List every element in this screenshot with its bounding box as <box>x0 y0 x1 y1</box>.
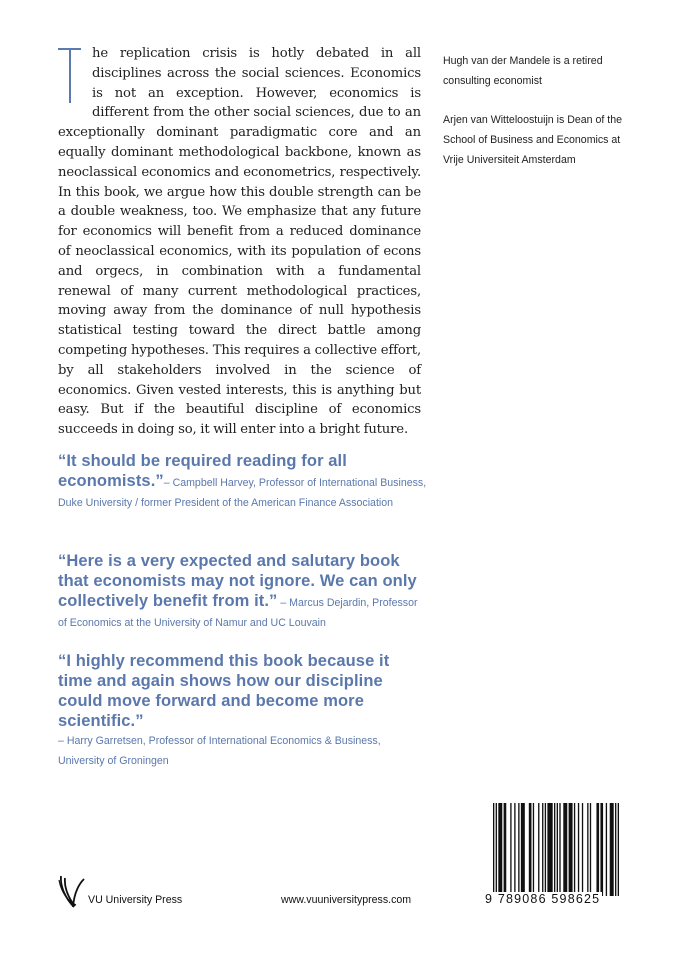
barcode-bar <box>563 803 567 896</box>
quote-attribution: – Harry Garretsen, Professor of International Economics & Business, University of Groningen <box>58 735 381 767</box>
barcode-bar <box>514 803 515 896</box>
barcode-bar <box>554 803 555 896</box>
barcode-bar <box>596 803 599 896</box>
author-bio-witteloostuijn: Arjen van Witteloostuijn is Dean of the School of Business and Economics at Vrije Universiteit Amsterdam <box>443 114 623 166</box>
endorsement-quote <box>58 451 428 513</box>
barcode-bar <box>590 803 591 896</box>
barcode-bar <box>529 803 532 896</box>
barcode-bar <box>533 803 534 896</box>
quote-text: “It should be required reading for all economists.” <box>58 452 347 490</box>
barcode-bar <box>545 803 546 896</box>
barcode-bar <box>610 803 614 896</box>
isbn-barcode <box>493 803 619 896</box>
barcode-bar <box>538 803 539 896</box>
vu-logo-icon <box>58 873 86 909</box>
barcode-bar <box>493 803 494 896</box>
publisher-name: VU University Press <box>88 894 183 906</box>
barcode-bar <box>587 803 588 896</box>
barcode-bar <box>569 803 573 896</box>
barcode-bar <box>498 803 502 896</box>
barcode-bar <box>606 803 607 896</box>
endorsement-quote <box>58 551 428 633</box>
barcode-bar <box>600 803 603 896</box>
barcode-bar <box>618 803 619 896</box>
barcode-bar <box>615 803 616 896</box>
back-cover-blurb <box>58 44 421 440</box>
barcode-bar <box>518 803 519 896</box>
dropcap-letter-t <box>58 48 86 106</box>
blurb-text: he replication crisis is hotly debated in all disciplines across the social sciences. Economics is not an exception. However, economics is different from the other social sciences, due to an exceptionally dominant paradigmatic core and an equally dominant methodological backbone, known as neoclassical economics and econometrics, respectively. In this book, we argue how this double strength can be a double weakness, too. We emphasize that any future for economics will benefit from a reduced dominance of neoclassical economics, with its population of econs and orgecs, in combination with a fundamental renewal of many current methodological practices, moving away from the dominance of null hypothesis statistical testing toward the direct battle among competing hypotheses. This requires a collective effort, by all stakeholders involved in the science of economics. Given vested interests, this is anything but easy. But if the beautiful discipline of economics succeeds in doing so, it will enter into a bright future. <box>58 46 421 438</box>
barcode-bar <box>504 803 507 896</box>
endorsement-quote <box>58 651 428 771</box>
quote-text: “I highly recommend this book because it time and again shows how our discipline could move forward and become more scientific.” <box>58 652 390 730</box>
barcode-bar <box>582 803 583 896</box>
quote-attribution: – Marcus Dejardin, Professor of Economics at the University of Namur and UC Louvain <box>58 597 418 629</box>
author-bio-mandele: Hugh van der Mandele is a retired consulting economist <box>443 55 603 87</box>
barcode-bar <box>542 803 543 896</box>
barcode-bar <box>547 803 552 896</box>
barcode-bar <box>496 803 497 896</box>
isbn-number: 9 789086 598625 <box>485 892 601 906</box>
author-bios <box>443 51 623 170</box>
quote-attribution: – Campbell Harvey, Professor of International Business, Duke University / former President of the American Finance Association <box>58 477 427 509</box>
barcode-bar <box>559 803 560 896</box>
barcode-bar <box>557 803 558 896</box>
barcode-bar <box>574 803 575 896</box>
barcode-bar <box>521 803 525 896</box>
barcode-bar <box>578 803 579 896</box>
barcode-bar <box>510 803 511 896</box>
quote-text: “Here is a very expected and salutary book that economists may not ignore. We can only collectively benefit from it.” <box>58 552 417 610</box>
publisher-url: www.vuuniversitypress.com <box>281 894 412 906</box>
